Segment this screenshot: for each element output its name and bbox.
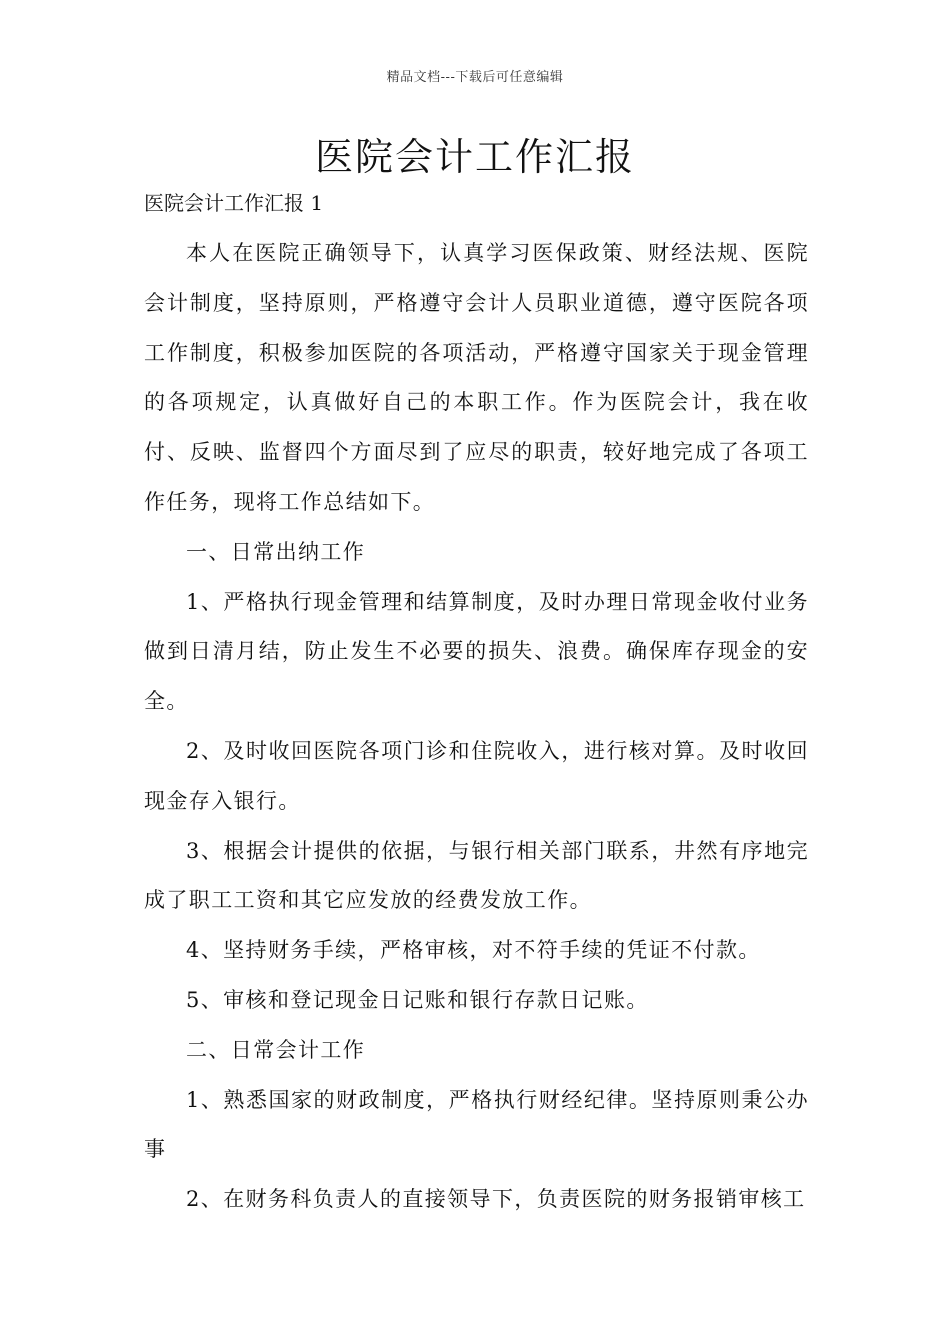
paragraph-intro: 本人在医院正确领导下，认真学习医保政策、财经法规、医院会计制度，坚持原则，严格遵守会计人员职业道德，遵守医院各项工作制度，积极参加医院的各项活动，严格遵守国家关于现金管理的各项规定，认真做好自己的本职工作。作为医院会计，我在收付、反映、监督四个方面尽到了应尽的职责，较好地完成了各项工作任务，现将工作总结如下。 — [144, 241, 809, 514]
paragraph-item: 3、根据会计提供的依据，与银行相关部门联系，井然有序地完成了职工工资和其它应发放的经费发放工作。 — [144, 838, 809, 913]
paragraph-item: 1、熟悉国家的财政制度，严格执行财经纪律。坚持原则秉公办事 — [144, 1087, 809, 1162]
document-subtitle: 医院会计工作汇报 1 — [144, 191, 324, 215]
header-note: 精品文档---下载后可任意编辑 — [386, 70, 564, 85]
paragraph-item: 2、在财务科负责人的直接领导下，负责医院的财务报销审核工 — [186, 1187, 806, 1212]
document-title: 医院会计工作汇报 — [314, 135, 635, 179]
paragraph-item: 2、及时收回医院各项门诊和住院收入，进行核对算。及时收回现金存入银行。 — [144, 738, 809, 813]
paragraph-item: 4、坚持财务手续，严格审核，对不符手续的凭证不付款。 — [186, 938, 761, 963]
paragraph-item: 1、严格执行现金管理和结算制度，及时办理日常现金收付业务做到日清月结，防止发生不必要的损失、浪费。确保库存现金的安全。 — [144, 589, 809, 714]
paragraph-item: 5、审核和登记现金日记账和银行存款日记账。 — [186, 987, 649, 1012]
document-body — [144, 229, 809, 1225]
section-heading-accounting: 二、日常会计工作 — [186, 1037, 366, 1062]
section-heading-cashier: 一、日常出纳工作 — [186, 539, 366, 564]
